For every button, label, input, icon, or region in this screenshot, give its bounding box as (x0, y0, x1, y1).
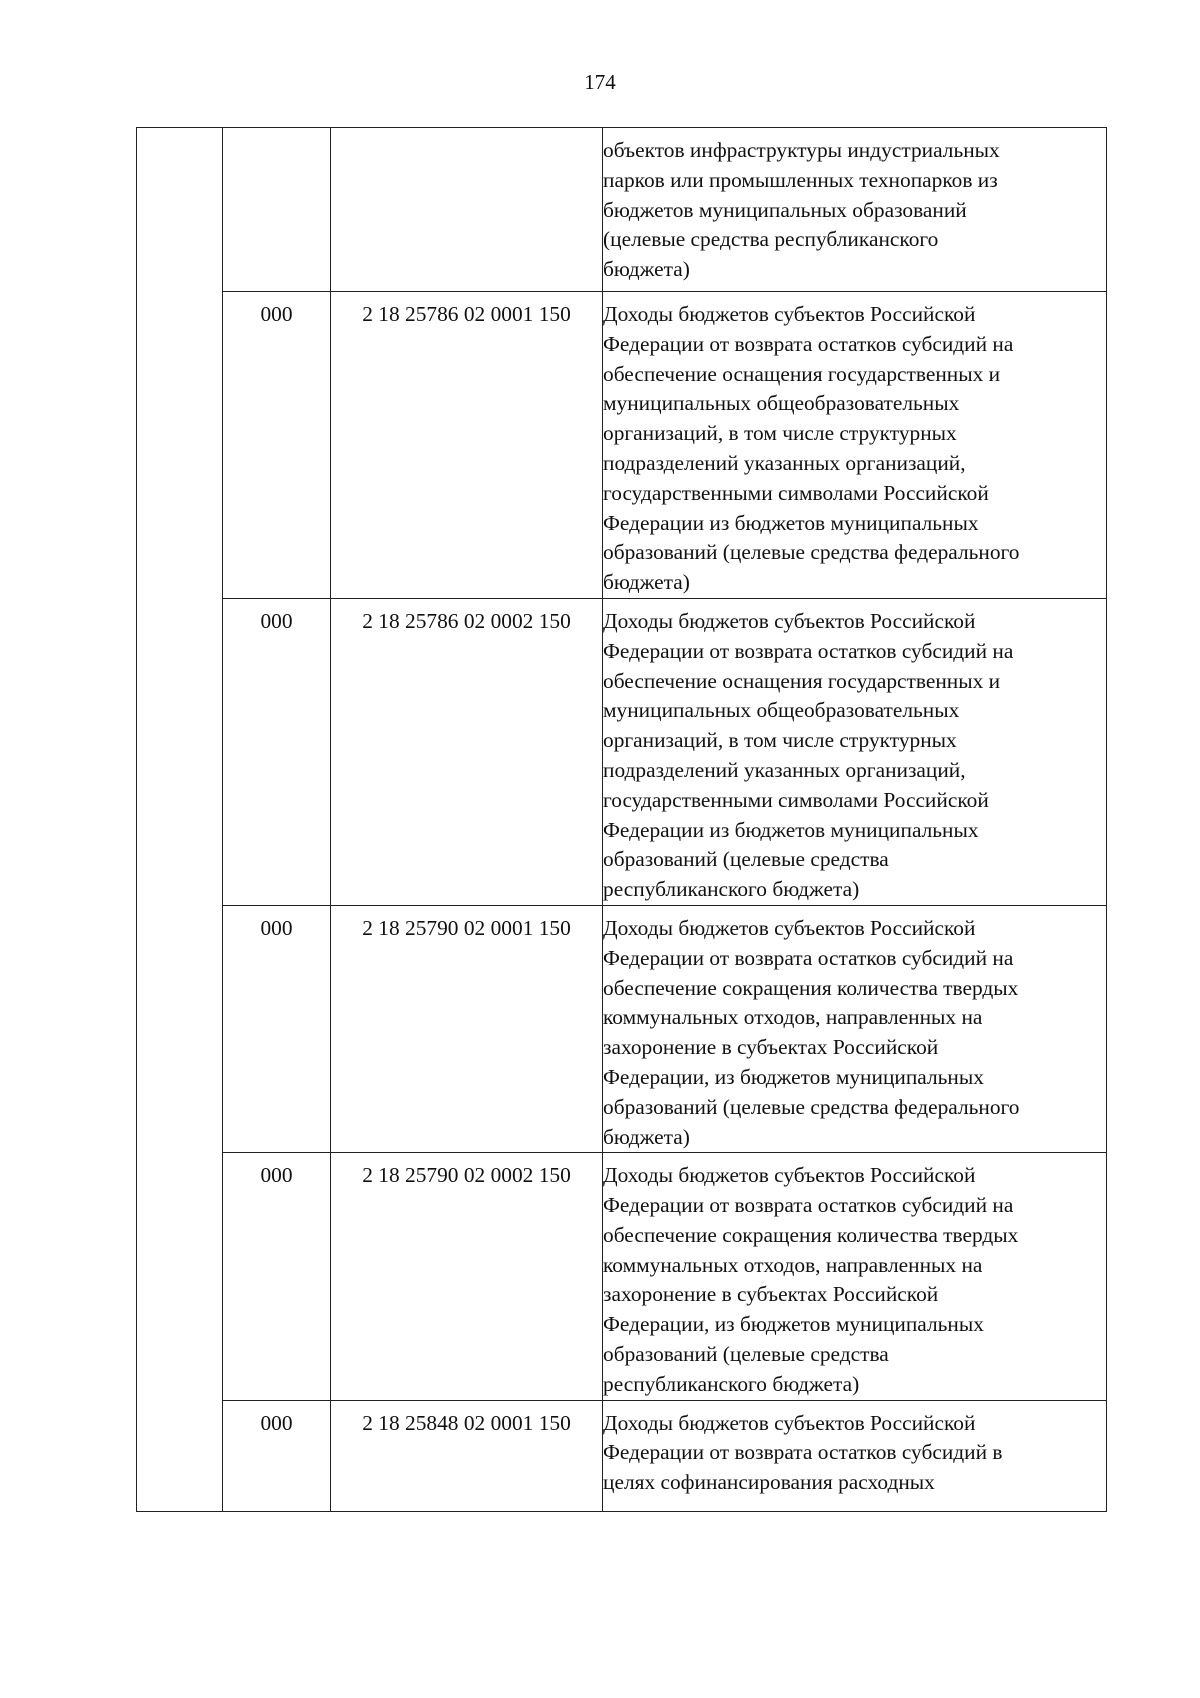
budget-code-cell: 2 18 25790 02 0001 150 (331, 905, 603, 1152)
budget-code-cell: 2 18 25786 02 0001 150 (331, 291, 603, 598)
description-line: обеспечение оснащения государственных и (603, 361, 1001, 386)
budget-code-cell: 2 18 25786 02 0002 150 (331, 598, 603, 905)
description-line: государственными символами Российской (603, 787, 989, 812)
table-row (137, 1153, 1107, 1400)
budget-codes-table (136, 127, 1107, 1512)
description-line: подразделений указанных организаций, (603, 450, 966, 475)
description-line: бюджета) (603, 257, 690, 282)
description-line: захоронение в субъектах Российской (603, 1282, 939, 1307)
table-row (137, 1400, 1107, 1511)
description-cell (603, 291, 1107, 598)
description-line: Федерации от возврата остатков субсидий на (603, 331, 1014, 356)
description-line: Федерации от возврата остатков субсидий в (603, 1440, 1003, 1465)
description-line: бюджетов муниципальных образований (603, 197, 967, 222)
empty-column-cell (137, 128, 223, 1512)
description-line: парков или промышленных технопарков из (603, 167, 998, 192)
description-line: муниципальных общеобразовательных (603, 698, 960, 723)
description-line: Федерации, из бюджетов муниципальных (603, 1312, 984, 1337)
budget-code-cell: 2 18 25848 02 0001 150 (331, 1400, 603, 1511)
description-line: Федерации от возврата остатков субсидий на (603, 945, 1014, 970)
admin-code-cell: 000 (223, 1153, 331, 1400)
description-line: коммунальных отходов, направленных на (603, 1252, 983, 1277)
description-line: обеспечение сокращения количества твердых (603, 975, 1019, 1000)
table-row (137, 905, 1107, 1152)
description-line: бюджета) (603, 1124, 690, 1149)
description-line: образований (целевые средства федерального (603, 1094, 1020, 1119)
description-line: государственными символами Российской (603, 480, 989, 505)
description-line: объектов инфраструктуры индустриальных (603, 138, 1000, 162)
table-row (137, 128, 1107, 292)
table-row (137, 598, 1107, 905)
description-line: Федерации из бюджетов муниципальных (603, 510, 979, 535)
description-line: республиканского бюджета) (603, 1371, 860, 1396)
description-line: обеспечение сокращения количества твердых (603, 1222, 1019, 1247)
description-line: (целевые средства республиканского (603, 227, 939, 252)
description-line: организаций, в том числе структурных (603, 421, 957, 446)
description-cell (603, 1400, 1107, 1511)
admin-code-cell: 000 (223, 1400, 331, 1511)
description-line: Федерации от возврата остатков субсидий на (603, 638, 1014, 663)
description-cell (603, 1153, 1107, 1400)
description-line: Доходы бюджетов субъектов Российской (603, 1163, 976, 1188)
description-line: Доходы бюджетов субъектов Российской (603, 1410, 976, 1435)
budget-code-cell: 2 18 25790 02 0002 150 (331, 1153, 603, 1400)
description-line: Доходы бюджетов субъектов Российской (603, 915, 976, 940)
admin-code-cell: 000 (223, 291, 331, 598)
description-line: муниципальных общеобразовательных (603, 391, 960, 416)
description-line: Доходы бюджетов субъектов Российской (603, 301, 976, 326)
admin-code-cell: 000 (223, 905, 331, 1152)
description-line: захоронение в субъектах Российской (603, 1035, 939, 1060)
admin-code-cell: 000 (223, 598, 331, 905)
description-line: коммунальных отходов, направленных на (603, 1005, 983, 1030)
budget-code-cell (331, 128, 603, 292)
description-cell (603, 128, 1107, 292)
table-row (137, 291, 1107, 598)
description-line: образований (целевые средства (603, 1342, 889, 1367)
description-cell (603, 905, 1107, 1152)
description-line: республиканского бюджета) (603, 877, 860, 902)
description-line: целях софинансирования расходных (603, 1470, 935, 1495)
description-line: Федерации от возврата остатков субсидий на (603, 1193, 1014, 1218)
description-line: Федерации из бюджетов муниципальных (603, 817, 979, 842)
description-line: бюджета) (603, 570, 690, 595)
description-line: образований (целевые средства федерального (603, 540, 1020, 565)
description-line: образований (целевые средства (603, 847, 889, 872)
description-line: Доходы бюджетов субъектов Российской (603, 608, 976, 633)
description-line: обеспечение оснащения государственных и (603, 668, 1001, 693)
description-cell (603, 598, 1107, 905)
page-number: 174 (584, 70, 616, 94)
description-line: подразделений указанных организаций, (603, 757, 966, 782)
admin-code-cell (223, 128, 331, 292)
description-line: Федерации, из бюджетов муниципальных (603, 1064, 984, 1089)
description-line: организаций, в том числе структурных (603, 728, 957, 753)
